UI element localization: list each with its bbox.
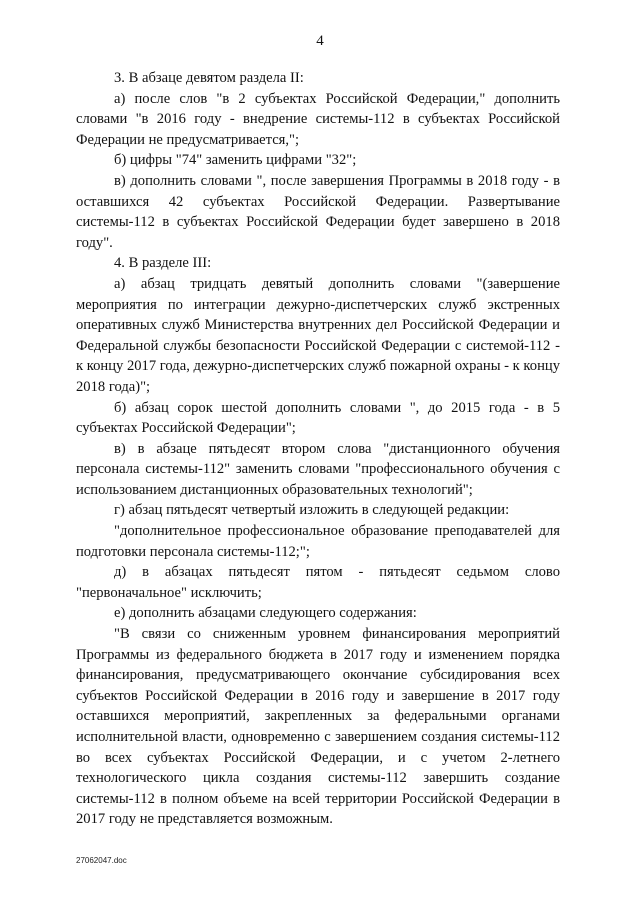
paragraph-4b: б) абзац сорок шестой дополнить словами ", до 2015 года - в 5 субъектах Российской Федерации"; [76,399,560,437]
paragraph-4a: а) абзац тридцать девятый дополнить словами "(завершение мероприятия по интеграции дежурно-диспетчерских служб экстренных оперативных служб Министерства внутренних дел Российской Федерации и Федеральной службы безопасности Российской Федерации с системой-112 - к концу 2017 года, дежурно-диспетчерских служб пожарной охраны - к концу 2018 года)"; [76,275,560,395]
paragraph-3a: а) после слов "в 2 субъектах Российской Федерации," дополнить словами "в 2016 году - внедрение системы-112 в субъектах Российской Федерации не предусматривается,"; [76,90,560,148]
paragraph-4e: д) в абзацах пятьдесят пятом - пятьдесят седьмом слово "первоначальное" исключить; [76,564,560,601]
paragraph-4f-text: "В связи со сниженным уровнем финансирования мероприятий Программы из федерального бюджета в 2017 году и изменением порядка финансирования, предусматривающего окончание субсидирования всех субъектов Российской Федерации в 2016 году и завершение в 2017 году оставшихся мероприятий, закрепленных за федеральными органами исполнительной власти, одновременно с завершением создания системы-112 во всех субъектах Российской Федерации, и с учетом 2-летнего технологического цикла создания системы-112 завершить создание системы-112 в полном объеме на всей территории Российской Федерации в 2017 году не представляется возможным. [76,626,560,828]
paragraph-section-4-heading: 4. В разделе III: [114,255,212,272]
paragraph-4c: в) в абзаце пятьдесят втором слова "дистанционного обучения персонала системы-112" заменить словами "профессионального обучения с использованием дистанционных образовательных технологий"; [76,440,560,498]
footer-file-code: 27062047.doc [76,856,127,865]
document-body [76,68,560,830]
paragraph-3b: б) цифры "74" заменить цифрами "32"; [114,152,357,169]
paragraph-4f: е) дополнить абзацами следующего содержания: [114,605,417,622]
page-number: 4 [316,33,324,49]
paragraph-4d-text: "дополнительное профессиональное образование преподавателей для подготовки персонала системы-112;"; [76,523,560,560]
paragraph-3c: в) дополнить словами ", после завершения Программы в 2018 году - в оставшихся 42 субъектах Российской Федерации. Развертывание системы-112 в субъектах Российской Федерации будет завершено в 2018 году". [76,172,560,251]
paragraph-section-3-heading: 3. В абзаце девятом раздела II: [114,70,304,86]
paragraph-4d: г) абзац пятьдесят четвертый изложить в следующей редакции: [114,502,510,519]
